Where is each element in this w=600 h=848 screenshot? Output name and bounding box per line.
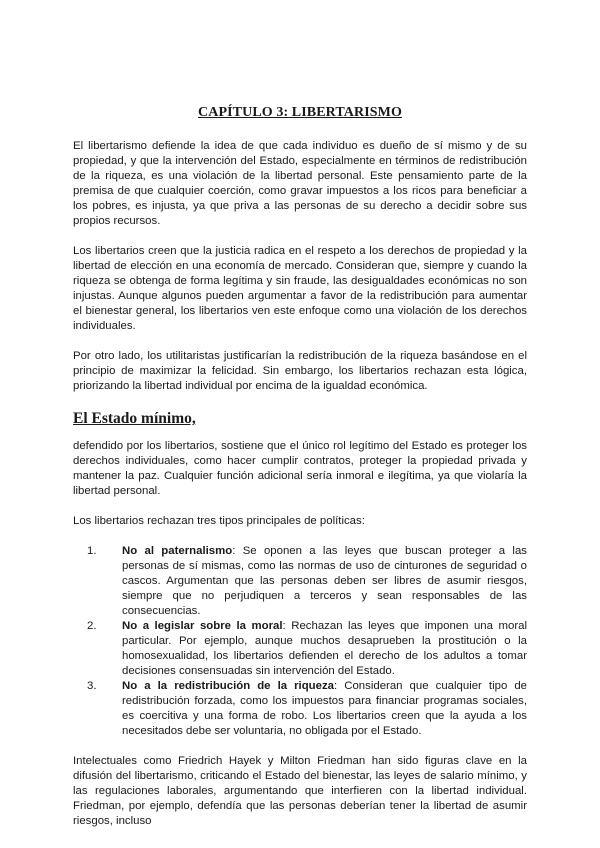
section-heading: El Estado mínimo, (73, 410, 196, 427)
policy-text: : Consideran que cualquier tipo de redistribución forzada, como los impuestos para financiar programas sociales, es coercitiva y una forma de robo. Los libertarios creen que la ayuda a los necesitados debe ser voluntaria, no obligada por el Estado. (122, 680, 528, 737)
chapter-title: CAPÍTULO 3: LIBERTARISMO (198, 105, 402, 120)
policy-text: : Se oponen a las leyes que buscan proteger a las personas de sí mismas, como las normas de uso de cinturones de seguridad o cascos. Argumentan que las personas deben ser libres de asumir riesgos, siempre que no perjudiquen a terceros y sean responsables de las consecuencias. (122, 545, 527, 617)
section-paragraph: defendido por los libertarios, sostiene que el único rol legítimo del Estado es proteger los derechos individuales, como hacer cumplir contratos, proteger la propiedad privada y mantener la paz. Cualquier función adicional sería inmoral e ilegítima, ya que violaría la libertad personal. (73, 440, 527, 497)
policy-text: : Rechazan las leyes que imponen una moral particular. Por ejemplo, aunque muchos desaprueben la prostitución o la homosexualidad, los libertarios defienden el derecho de los adultos a tomar decisiones consensuadas sin intervención del Estado. (122, 620, 527, 677)
policy-item (87, 619, 527, 679)
policy-title: No al paternalismo (122, 545, 233, 557)
policy-item (87, 679, 527, 739)
policies-list (73, 544, 527, 739)
closing-paragraph: Intelectuales como Friedrich Hayek y Milton Friedman han sido figuras clave en la difusión del libertarismo, criticando el Estado del bienestar, las leyes de salario mínimo, y las regulaciones laborales, argumentando que interfieren con la libertad individual. Friedman, por ejemplo, defendía que las personas deberían tener la libertad de asumir riesgos, incluso (73, 755, 527, 827)
intro-paragraph-1: El libertarismo defiende la idea de que cada individuo es dueño de sí mismo y de su propiedad, y que la intervención del Estado, especialmente en términos de redistribución de la riqueza, es una violación de la libertad personal. Este pensamiento parte de la premisa de que cualquier coerción, como gravar impuestos a los ricos para beneficiar a los pobres, es injusta, ya que priva a las personas de su derecho a decidir sobre sus propios recursos. (73, 140, 527, 227)
intro-paragraph-2: Los libertarios creen que la justicia radica en el respeto a los derechos de propiedad y la libertad de elección en una economía de mercado. Consideran que, siempre y cuando la riqueza se obtenga de forma legítima y sin fraude, las desigualdades económicas no son injustas. Aunque algunos pueden argumentar a favor de la redistribución para aumentar el bienestar general, los libertarios ven este enfoque como una violación de los derechos individuales. (73, 245, 527, 332)
policy-number: 1. (87, 545, 97, 557)
policy-title: No a legislar sobre la moral (122, 620, 283, 632)
policy-title: No a la redistribución de la riqueza (122, 680, 335, 692)
policy-number: 3. (87, 680, 97, 692)
policy-item (87, 544, 527, 619)
policy-number: 2. (87, 620, 97, 632)
list-intro: Los libertarios rechazan tres tipos principales de políticas: (73, 515, 365, 527)
intro-paragraph-3: Por otro lado, los utilitaristas justificarían la redistribución de la riqueza basándose en el principio de maximizar la felicidad. Sin embargo, los libertarios rechazan esta lógica, priorizando la libertad individual por encima de la igualdad económica. (73, 350, 527, 392)
page-content (73, 104, 527, 844)
